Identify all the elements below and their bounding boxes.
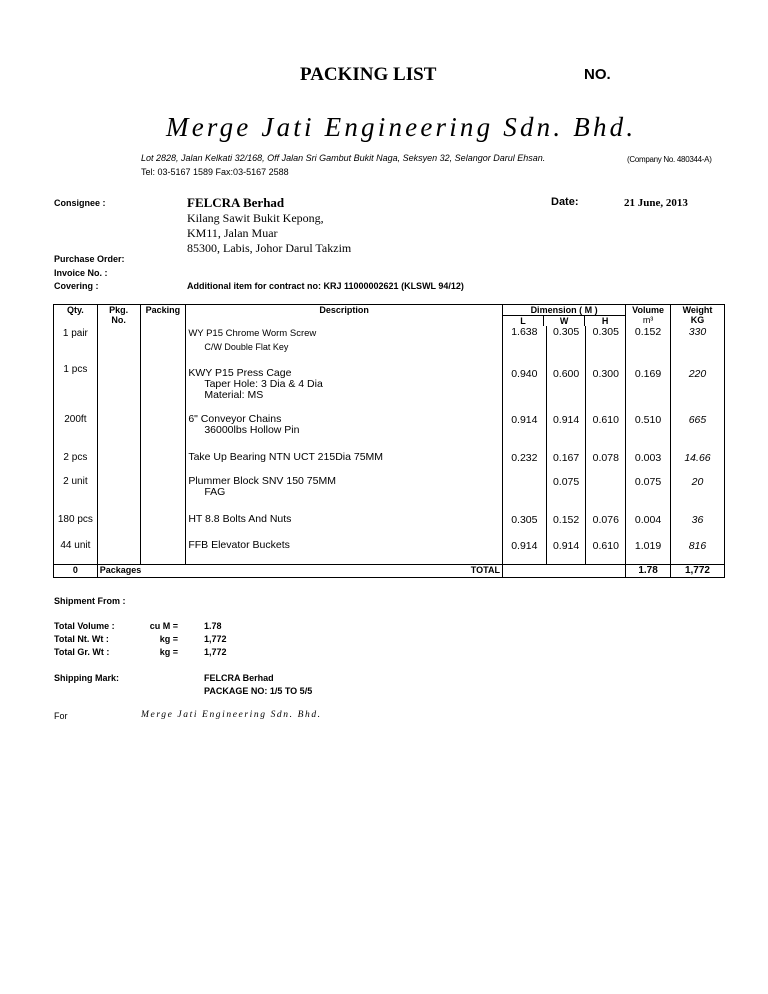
qty-cell: 1 pcs bbox=[54, 360, 98, 408]
length-cell: 0.914 bbox=[502, 408, 546, 448]
packing-cell bbox=[140, 448, 186, 473]
date-label: Date: bbox=[551, 196, 579, 208]
width-cell: 0.152 bbox=[546, 510, 586, 536]
purchase-order-label: Purchase Order: bbox=[54, 254, 125, 264]
pkg-cell bbox=[97, 448, 140, 473]
qty-cell: 2 pcs bbox=[54, 448, 98, 473]
invoice-label: Invoice No. : bbox=[54, 268, 108, 278]
table-row bbox=[54, 510, 725, 536]
shipping-mark-package: PACKAGE NO: 1/5 TO 5/5 bbox=[204, 686, 313, 696]
length-cell: 0.232 bbox=[502, 448, 546, 473]
table-row bbox=[54, 536, 725, 564]
company-contact: Tel: 03-5167 1589 Fax:03-5167 2588 bbox=[141, 167, 289, 177]
packing-cell bbox=[140, 510, 186, 536]
description-cell: 6" Conveyor Chains 36000lbs Hollow Pin bbox=[186, 408, 503, 448]
total-nt-value: 1,772 bbox=[204, 634, 227, 644]
table-row bbox=[54, 326, 725, 360]
shipping-mark-label: Shipping Mark: bbox=[54, 673, 119, 683]
company-number: (Company No. 480344-A) bbox=[627, 155, 712, 164]
pkg-cell bbox=[97, 510, 140, 536]
document-title: PACKING LIST bbox=[300, 64, 437, 85]
qty-cell: 2 unit bbox=[54, 473, 98, 510]
table-row bbox=[54, 360, 725, 408]
description-cell: HT 8.8 Bolts And Nuts bbox=[186, 510, 503, 536]
for-company: Merge Jati Engineering Sdn. Bhd. bbox=[141, 710, 322, 720]
length-cell bbox=[502, 473, 546, 510]
volume-cell: 0.075 bbox=[626, 473, 671, 510]
pkg-cell bbox=[97, 408, 140, 448]
packing-cell bbox=[140, 536, 186, 564]
gr-unit: kg = bbox=[159, 647, 178, 657]
height-cell: 0.076 bbox=[586, 510, 626, 536]
packages-label: Packages bbox=[99, 564, 142, 575]
width-cell: 0.305 bbox=[546, 326, 586, 360]
height-cell bbox=[586, 473, 626, 510]
consignee-address bbox=[187, 211, 351, 256]
qty-cell: 1 pair bbox=[54, 326, 98, 360]
length-cell: 0.305 bbox=[502, 510, 546, 536]
height-cell: 0.610 bbox=[586, 536, 626, 564]
length-cell: 0.914 bbox=[502, 536, 546, 564]
date-value: 21 June, 2013 bbox=[624, 197, 688, 209]
volume-unit: cu M = bbox=[149, 621, 178, 631]
consignee-address-line: KM11, Jalan Muar bbox=[187, 226, 278, 240]
description-cell: FFB Elevator Buckets bbox=[186, 536, 503, 564]
height-cell: 0.610 bbox=[586, 408, 626, 448]
weight-cell: 816 bbox=[670, 536, 724, 564]
packing-cell bbox=[140, 326, 186, 360]
height-cell: 0.300 bbox=[586, 360, 626, 408]
length-cell: 0.940 bbox=[502, 360, 546, 408]
items-table bbox=[53, 304, 725, 578]
table-row bbox=[54, 448, 725, 473]
total-volume-cell: 1.78 bbox=[626, 564, 671, 577]
document-number-label: NO. bbox=[584, 66, 611, 83]
weight-cell: 14.66 bbox=[670, 448, 724, 473]
packing-cell bbox=[140, 408, 186, 448]
height-cell: 0.078 bbox=[586, 448, 626, 473]
packing-cell bbox=[140, 360, 186, 408]
volume-header: Volume m³ bbox=[626, 305, 671, 327]
qty-cell: 44 unit bbox=[54, 536, 98, 564]
nt-unit: kg = bbox=[159, 634, 178, 644]
volume-cell: 1.019 bbox=[626, 536, 671, 564]
company-address: Lot 2828, Jalan Kelkati 32/168, Off Jalan Sri Gambut Bukit Naga, Seksyen 32, Selangor Darul Ehsan. bbox=[141, 153, 546, 163]
packing-cell bbox=[140, 473, 186, 510]
volume-cell: 0.003 bbox=[626, 448, 671, 473]
weight-cell: 665 bbox=[670, 408, 724, 448]
volume-cell: 0.152 bbox=[626, 326, 671, 360]
volume-cell: 0.004 bbox=[626, 510, 671, 536]
qty-cell: 200ft bbox=[54, 408, 98, 448]
dim-l-header: L bbox=[520, 316, 526, 326]
description-cell: Plummer Block SNV 150 75MM FAG bbox=[186, 473, 503, 510]
width-cell: 0.167 bbox=[546, 448, 586, 473]
description-cell: Take Up Bearing NTN UCT 215Dia 75MM bbox=[186, 448, 503, 473]
pkg-cell bbox=[97, 536, 140, 564]
total-label-cell bbox=[97, 564, 502, 577]
total-gr-label: Total Gr. Wt : bbox=[54, 647, 110, 657]
weight-cell: 20 bbox=[670, 473, 724, 510]
description-cell: WY P15 Chrome Worm Screw C/W Double Flat Key bbox=[186, 326, 503, 360]
consignee-address-line: 85300, Labis, Johor Darul Takzim bbox=[187, 241, 352, 255]
table-row bbox=[54, 408, 725, 448]
shipment-from-label: Shipment From : bbox=[54, 596, 126, 606]
total-nt-label: Total Nt. Wt : bbox=[54, 634, 109, 644]
total-dimension-cell bbox=[502, 564, 625, 577]
volume-cell: 0.510 bbox=[626, 408, 671, 448]
weight-header: Weight KG bbox=[670, 305, 724, 327]
weight-cell: 36 bbox=[670, 510, 724, 536]
shipping-mark-name: FELCRA Berhad bbox=[204, 673, 274, 683]
for-label: For bbox=[54, 711, 68, 721]
total-gr-value: 1,772 bbox=[204, 647, 227, 657]
dim-h-header: H bbox=[584, 316, 625, 326]
dim-w-header: W bbox=[543, 316, 584, 326]
consignee-name: FELCRA Berhad bbox=[187, 195, 285, 210]
total-volume-label: Total Volume : bbox=[54, 621, 115, 631]
pkg-cell bbox=[97, 326, 140, 360]
description-header: Description bbox=[186, 305, 503, 327]
length-cell: 1.638 bbox=[502, 326, 546, 360]
packing-header: Packing bbox=[140, 305, 186, 327]
qty-header: Qty. bbox=[54, 305, 98, 327]
covering-text: Additional item for contract no: KRJ 11000002621 (KLSWL 94/12) bbox=[187, 281, 464, 291]
covering-label: Covering : bbox=[54, 281, 99, 291]
table-header-row bbox=[54, 305, 725, 327]
width-cell: 0.075 bbox=[546, 473, 586, 510]
table-row bbox=[54, 473, 725, 510]
pkg-no-header: Pkg. No. bbox=[97, 305, 140, 327]
dimension-header: Dimension ( M ) L W H bbox=[502, 305, 625, 327]
total-volume-value: 1.78 bbox=[204, 621, 222, 631]
total-qty-cell: 0 bbox=[54, 564, 98, 577]
total-row bbox=[54, 564, 725, 577]
company-name: Merge Jati Engineering Sdn. Bhd. bbox=[166, 112, 637, 142]
consignee-label: Consignee : bbox=[54, 198, 106, 208]
description-cell: KWY P15 Press Cage Taper Hole: 3 Dia & 4 Dia Material: MS bbox=[186, 360, 503, 408]
height-cell: 0.305 bbox=[586, 326, 626, 360]
total-label: TOTAL bbox=[470, 564, 500, 575]
weight-cell: 220 bbox=[670, 360, 724, 408]
total-weight-cell: 1,772 bbox=[670, 564, 724, 577]
pkg-cell bbox=[97, 360, 140, 408]
consignee-address-line: Kilang Sawit Bukit Kepong, bbox=[187, 211, 324, 225]
pkg-cell bbox=[97, 473, 140, 510]
weight-cell: 330 bbox=[670, 326, 724, 360]
width-cell: 0.600 bbox=[546, 360, 586, 408]
width-cell: 0.914 bbox=[546, 408, 586, 448]
qty-cell: 180 pcs bbox=[54, 510, 98, 536]
volume-cell: 0.169 bbox=[626, 360, 671, 408]
width-cell: 0.914 bbox=[546, 536, 586, 564]
